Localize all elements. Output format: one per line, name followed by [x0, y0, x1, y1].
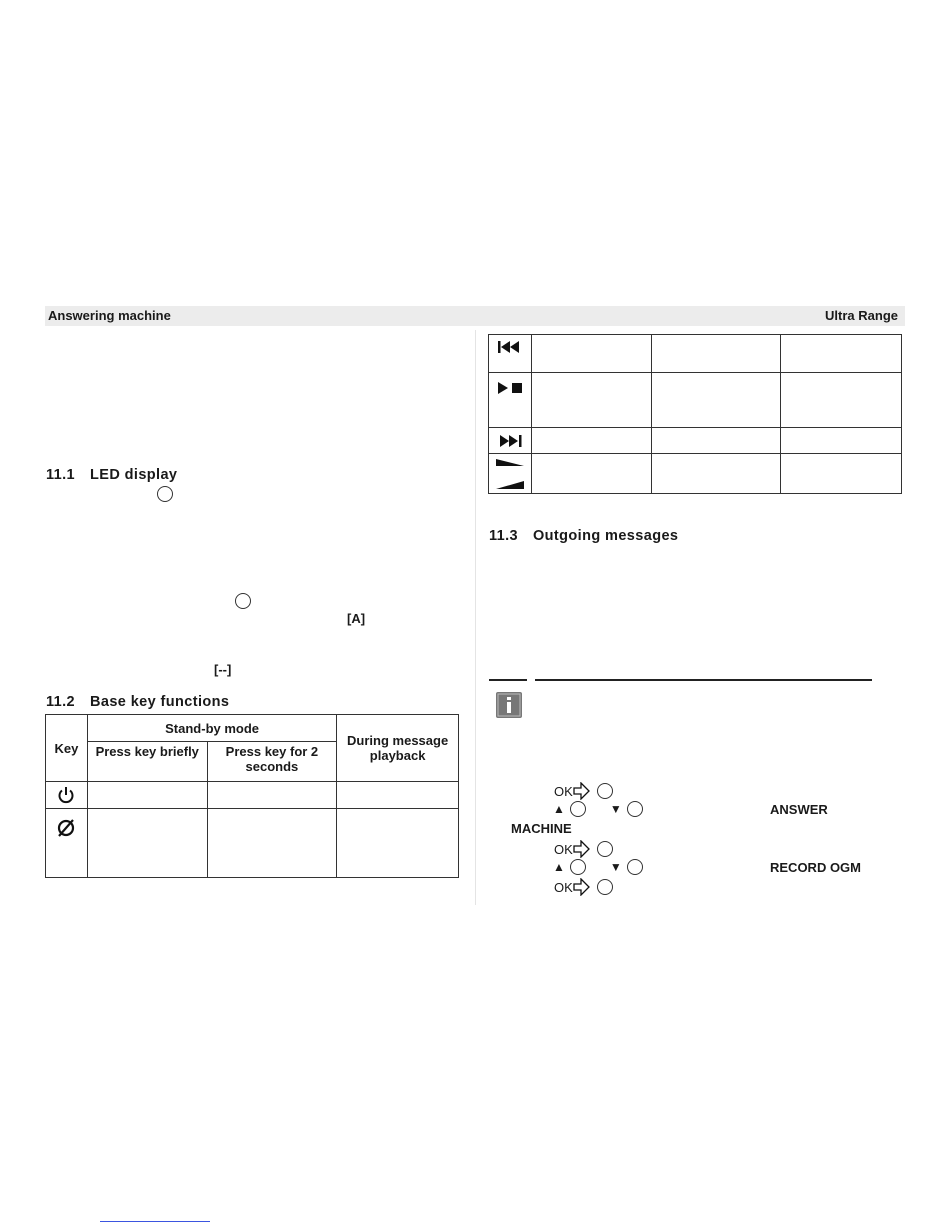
heading-11-3 — [489, 528, 678, 544]
up-arrow-icon: ▲ — [553, 802, 565, 816]
volume-icon — [494, 457, 526, 491]
heading-title: Base key functions — [90, 694, 230, 710]
step-ok-2 — [554, 840, 613, 858]
led-marker-a: [A] — [347, 611, 366, 626]
key-cell — [46, 809, 88, 878]
header-bar — [45, 306, 905, 326]
heading-number: 11.3 — [489, 528, 519, 544]
key-circle-icon — [627, 859, 643, 875]
heading-11-1 — [46, 467, 177, 483]
ok-arrow-icon — [573, 782, 593, 800]
col-header-long: Press key for 2 seconds — [207, 742, 337, 782]
ok-arrow-icon — [573, 878, 593, 896]
key-circle-icon — [570, 801, 586, 817]
key-cell — [489, 373, 532, 428]
info-icon — [496, 692, 522, 718]
table-row — [489, 454, 902, 494]
base-key-table — [45, 714, 459, 878]
table-row — [489, 335, 902, 373]
info-glyph — [496, 692, 522, 718]
heading-number: 11.2 — [46, 694, 76, 710]
header-product-name: Ultra Range — [825, 308, 898, 323]
up-arrow-icon: ▲ — [553, 860, 565, 874]
column-divider — [475, 330, 476, 905]
base-key-table-continued — [488, 334, 902, 494]
skip-forward-icon — [497, 435, 523, 447]
down-arrow-icon: ▼ — [609, 860, 622, 874]
key-cell — [489, 335, 532, 373]
key-circle-icon — [235, 593, 251, 609]
key-circle-icon — [597, 879, 613, 895]
note-rule-short — [489, 679, 527, 681]
key-cell — [46, 782, 88, 809]
play-stop-icon — [496, 382, 524, 394]
key-circle-icon — [597, 783, 613, 799]
heading-11-2 — [46, 694, 229, 710]
key-cell — [489, 454, 532, 494]
col-header-key: Key — [46, 715, 88, 782]
led-marker-dashes: [--] — [214, 662, 232, 677]
ok-label: OK — [554, 841, 573, 857]
menu-answer: ANSWER — [770, 802, 828, 817]
down-arrow-icon: ▼ — [609, 802, 622, 816]
key-circle-icon — [627, 801, 643, 817]
table-row — [489, 373, 902, 428]
note-rule-long — [535, 679, 872, 681]
bottom-link-line[interactable] — [100, 1221, 210, 1222]
ok-label: OK — [554, 879, 573, 895]
menu-record-ogm: RECORD OGM — [770, 860, 861, 875]
key-circle-icon — [157, 486, 173, 502]
ok-label: OK — [554, 783, 573, 799]
step-ok-3 — [554, 878, 613, 896]
step-ok-1 — [554, 782, 613, 800]
key-circle-icon — [597, 841, 613, 857]
col-header-brief: Press key briefly — [87, 742, 207, 782]
key-circle-icon — [570, 859, 586, 875]
heading-number: 11.1 — [46, 467, 76, 483]
table-row — [489, 428, 902, 454]
menu-machine: MACHINE — [511, 821, 572, 836]
skip-back-icon — [497, 341, 523, 353]
power-icon — [56, 785, 76, 805]
col-header-playback: During message playback — [337, 715, 459, 782]
step-nav-1 — [553, 801, 643, 817]
key-cell — [489, 428, 532, 454]
ok-arrow-icon — [573, 840, 593, 858]
step-nav-2 — [553, 859, 643, 875]
table-row — [46, 782, 459, 809]
header-section-title: Answering machine — [48, 308, 171, 323]
delete-icon — [55, 817, 77, 839]
heading-title: LED display — [90, 467, 178, 483]
col-header-standby: Stand-by mode — [87, 715, 336, 742]
table-row — [46, 809, 459, 878]
heading-title: Outgoing messages — [533, 528, 679, 544]
